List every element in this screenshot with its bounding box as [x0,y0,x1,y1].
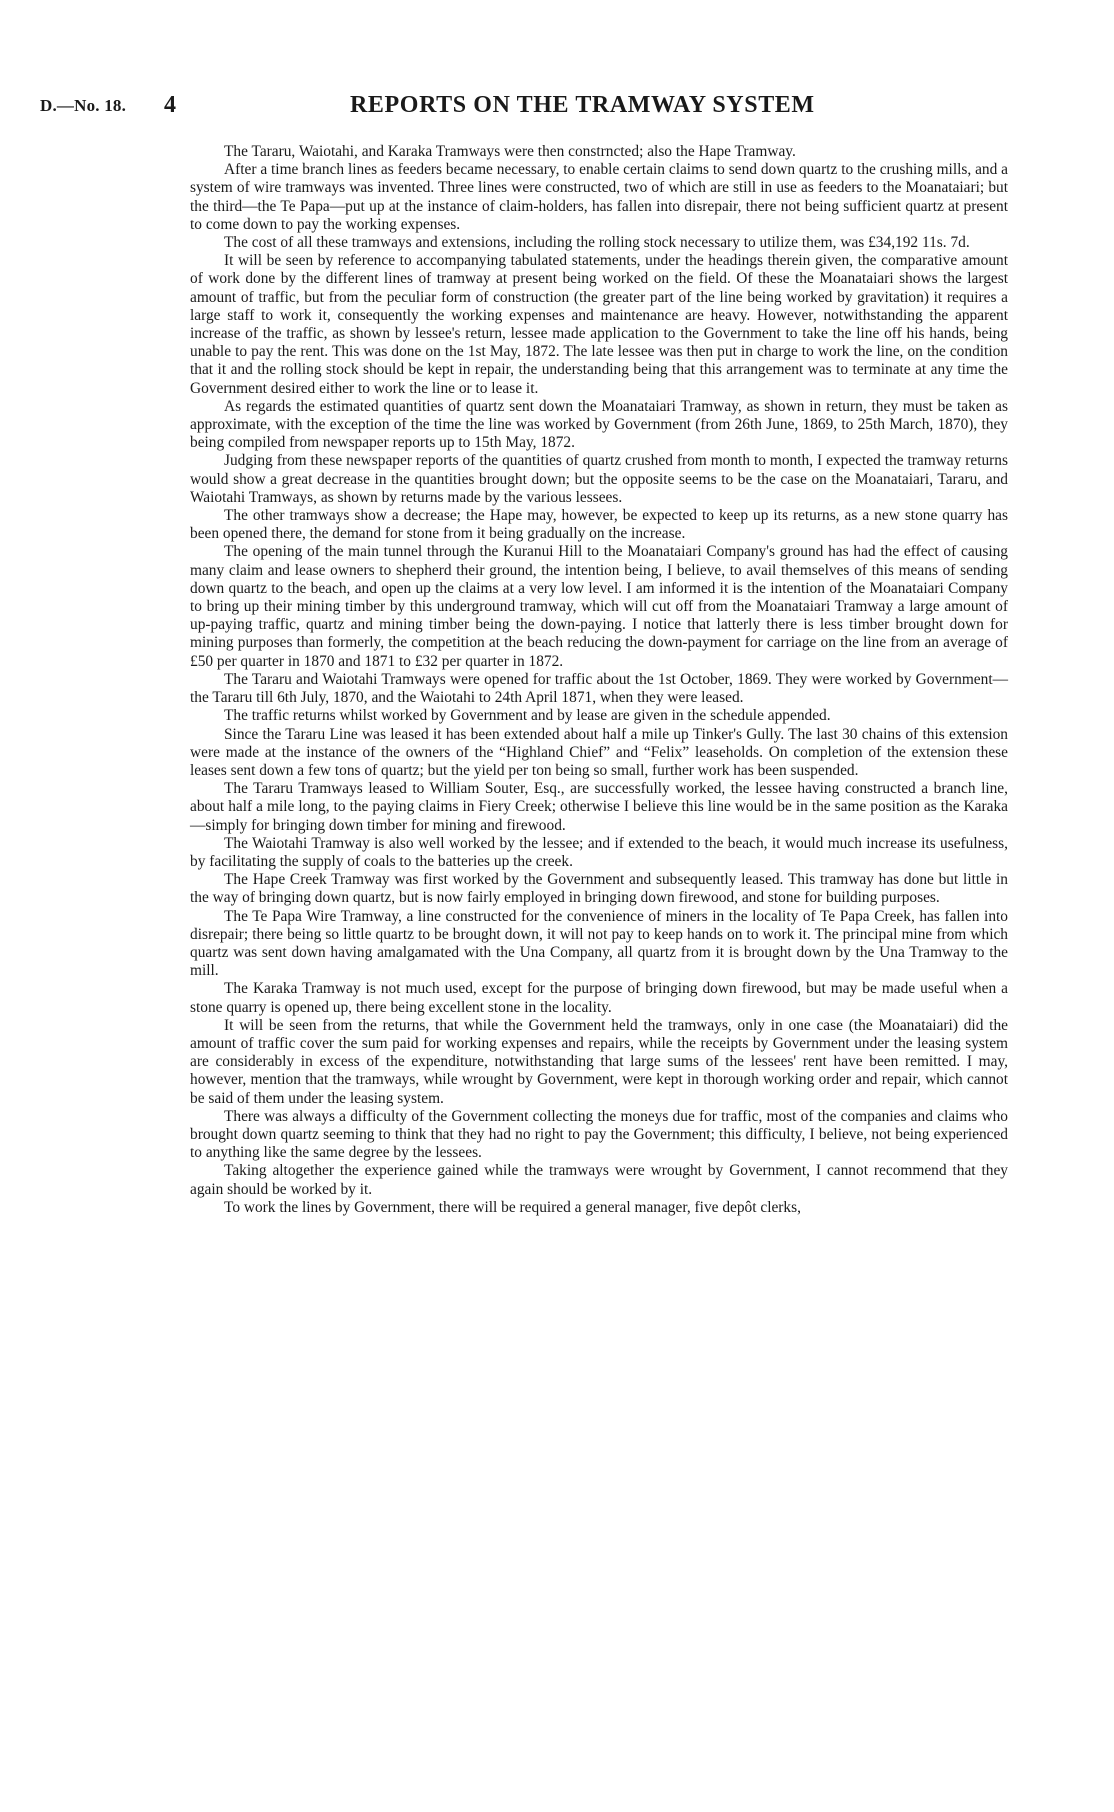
paragraph: The traffic returns whilst worked by Government and by lease are given in the schedule appended. [224,707,831,725]
paragraph: There was always a difficulty of the Government collecting the moneys due for traffic, most of the companies and claims who brought down quartz seeming to think that they had no right to pay the Government; this difficulty, I believe, not being experienced to anything like the same degree by the lessees. [190,1107,1008,1162]
paragraph: Taking altogether the experience gained while the tramways were wrought by Government, I cannot recommend that they again should be worked by it. [190,1162,1008,1198]
paragraph: Since the Tararu Line was leased it has been extended about half a mile up Tinker's Gully. The last 30 chains of this extension were made at the instance of the owners of the “Highland Chief” and “Felix” leaseholds. On completion of the extension these leases sent down a few tons of quartz; but the yield per ton being so small, further work has been suspended. [190,725,1008,779]
paragraph: The other tramways show a decrease; the Hape may, however, be expected to keep up its returns, as a new stone quarry has been opened there, the demand for stone from it being gradually on the increase. [190,507,1008,543]
paragraph: The opening of the main tunnel through the Kuranui Hill to the Moanataiari Company's ground has had the effect of causing many claim and lease owners to shepherd their ground, the intention being, I believe, to avail themselves of this means of sending down quartz to the beach, and open up the claims at a very low level. I am informed it is the intention of the Moanataiari Company to bring up their mining timber by this underground tramway, which will cut off from the Moanataiari Tramway a large amount of up-paying traffic, quartz and mining timber being the down-paying. I notice that latterly there is less timber brought down for mining purposes than formerly, the competition at the beach reducing the down-payment for carriage on the line from an average of £50 per quarter in 1870 and 1871 to £32 per quarter in 1872. [190,543,1008,670]
page-number: 4 [164,92,176,118]
paragraph: The Tararu and Waiotahi Tramways were opened for traffic about the 1st October, 1869. They were worked by Government—the Tararu till 6th July, 1870, and the Waiotahi to 24th April 1871, when they were leased. [190,670,1008,707]
document-reference: D.—No. 18. [40,96,127,115]
paragraph: Judging from these newspaper reports of the quantities of quartz crushed from month to month, I expected the tramway returns would show a great decrease in the quantities brought down; but the opposite seems to be the case on the Moanataiari, Tararu, and Waiotahi Tramways, as shown by returns made by the various lessees. [190,452,1008,506]
paragraph: It will be seen by reference to accompanying tabulated statements, under the headings therein given, the comparative amount of work done by the different lines of tramway at present being worked on the field. Of these the Moanataiari shows the largest amount of traffic, but from the peculiar form of construction (the greater part of the line being worked by gravitation) it requires a large staff to work it, consequently the working expenses and maintenance are heavy. However, notwithstanding the apparent increase of the traffic, as shown by lessee's return, lessee made application to the Government to take the line off his hands, being unable to pay the rent. This was done on the 1st May, 1872. The late lessee was then put in charge to work the line, on the condition that it and the rolling stock should be kept in repair, the understanding being that this arrangement was to terminate at any time the Government desired either to work the line or to lease it. [190,252,1008,397]
paragraph: The Karaka Tramway is not much used, except for the purpose of bringing down firewood, but may be made useful when a stone quarry is opened up, there being excellent stone in the locality. [190,980,1008,1016]
page-header [40,92,1074,122]
paragraph: As regards the estimated quantities of quartz sent down the Moanataiari Tramway, as shown in return, they must be taken as approximate, with the exception of the time the line was worked by Government (from 26th June, 1869, to 25th March, 1870), they being compiled from newspaper reports up to 15th May, 1872. [190,397,1008,452]
paragraph: The Waiotahi Tramway is also well worked by the lessee; and if extended to the beach, it would much increase its usefulness, by facilitating the supply of coals to the batteries up the creek. [190,834,1008,870]
paragraph: To work the lines by Government, there will be required a general manager, five depôt clerks, [224,1198,801,1216]
paragraph: The Hape Creek Tramway was first worked by the Government and subsequently leased. This tramway has done but little in the way of bringing down quartz, but is now fairly employed in bringing down firewood, and stone for building purposes. [190,871,1008,907]
paragraph: The Te Papa Wire Tramway, a line constructed for the convenience of miners in the locality of Te Papa Creek, has fallen into disrepair; there being so little quartz to be brought down, it will not pay to keep hands on to work it. The principal mine from which quartz was sent down having amalgamated with the Una Company, all quartz from it is brought down by the Una Tramway to the mill. [190,907,1008,980]
paragraph: The Tararu Tramways leased to William Souter, Esq., are successfully worked, the lessee having constructed a branch line, about half a mile long, to the paying claims in Fiery Creek; otherwise I believe this line would be in the same position as the Karaka—simply for bringing down timber for mining and firewood. [190,780,1008,834]
paragraph: It will be seen from the returns, that while the Government held the tramways, only in one case (the Moanataiari) did the amount of traffic cover the sum paid for working expenses and repairs, while the receipts by Government under the leasing system are considerably in excess of the expenditure, notwithstanding that large sums of the lessees' rent have been remitted. I may, however, mention that the tramways, while wrought by Government, were kept in thorough working order and repair, which cannot be said of them under the leasing system. [190,1016,1008,1107]
running-title: REPORTS ON THE TRAMWAY SYSTEM [350,92,815,118]
report-body [190,143,1008,1217]
paragraph: After a time branch lines as feeders became necessary, to enable certain claims to send down quartz to the crushing mills, and a system of wire tramways was invented. Three lines were constructed, two of which are still in use as feeders to the Moanataiari; but the third—the Te Papa—put up at the instance of claim-holders, has fallen into disrepair, there not being sufficient quartz at present to come down to pay the working expenses. [190,161,1008,233]
paragraph: The Tararu, Waiotahi, and Karaka Tramways were then constrncted; also the Hape Tramway. [224,143,796,160]
paragraph: The cost of all these tramways and extensions, including the rolling stock necessary to utilize them, was £34,192 11s. 7d. [224,234,970,252]
